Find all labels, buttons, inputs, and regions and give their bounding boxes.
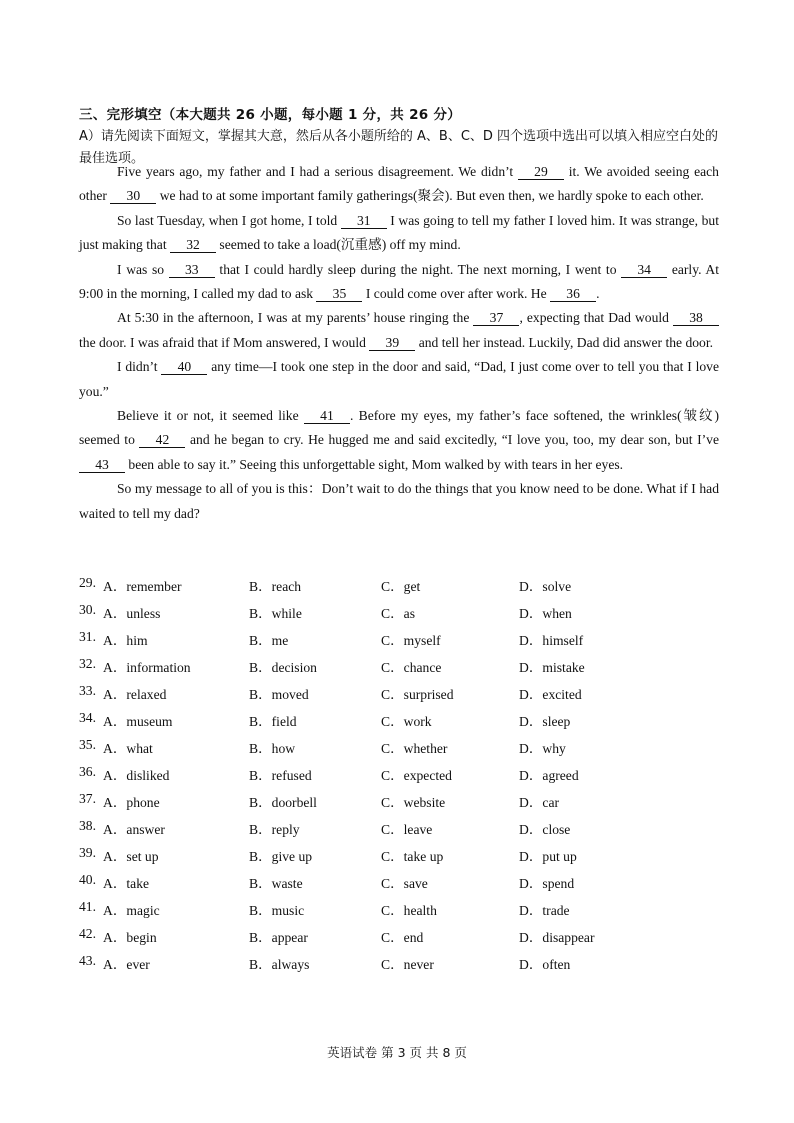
passage-text: I was going to tell my father I loved him. It was strange, but just making that bbox=[79, 212, 719, 253]
option-c: C．work bbox=[381, 714, 432, 729]
option-d: D．sleep bbox=[519, 714, 571, 729]
question-row-43 bbox=[79, 953, 739, 980]
question-number: 31. bbox=[79, 629, 96, 644]
option-a: A．begin bbox=[103, 930, 157, 945]
option-a: A．disliked bbox=[103, 768, 170, 783]
blank-35: 35 bbox=[316, 286, 362, 302]
blank-38: 38 bbox=[673, 310, 719, 326]
question-number: 29. bbox=[79, 575, 96, 590]
question-row-32 bbox=[79, 656, 739, 683]
blank-33: 33 bbox=[169, 262, 215, 278]
blank-32: 32 bbox=[170, 237, 216, 253]
passage-text: I was so bbox=[117, 261, 169, 277]
passage-text: we had to at some important family gatherings(聚会). But even then, we hardly spoke to each other. bbox=[156, 188, 704, 204]
option-a: A．him bbox=[103, 633, 148, 648]
option-b: B．waste bbox=[249, 876, 303, 891]
option-a: A．museum bbox=[103, 714, 173, 729]
passage-text: any time—I took one step in the door and said, “Dad, I just come over to tell you that I love you.” bbox=[79, 359, 719, 399]
option-d: D．mistake bbox=[519, 660, 585, 675]
passage-text: and he began to cry. He hugged me and said excitedly, “I love you, too, my dear son, but I’ve bbox=[185, 432, 719, 448]
passage-paragraph bbox=[79, 355, 719, 404]
option-c: C．as bbox=[381, 606, 415, 621]
option-d: D．car bbox=[519, 795, 560, 810]
option-a: A．magic bbox=[103, 903, 160, 918]
option-d: D．why bbox=[519, 741, 566, 756]
passage-text: I didn’t bbox=[117, 359, 162, 375]
option-b: B．always bbox=[249, 957, 310, 972]
option-c: C．chance bbox=[381, 660, 442, 675]
cloze-passage bbox=[79, 160, 719, 526]
option-d: D．close bbox=[519, 822, 571, 837]
option-d: D．excited bbox=[519, 687, 582, 702]
passage-text: the door. I was afraid that if Mom answered, I would bbox=[79, 334, 370, 350]
question-row-40 bbox=[79, 872, 739, 899]
option-a: A．answer bbox=[103, 822, 165, 837]
question-number: 37. bbox=[79, 791, 96, 806]
option-c: C．save bbox=[381, 876, 428, 891]
option-b: B．while bbox=[249, 606, 302, 621]
option-c: C．website bbox=[381, 795, 446, 810]
passage-text: At 5:30 in the afternoon, I was at my parents’ house ringing the bbox=[117, 310, 474, 326]
option-a: A．phone bbox=[103, 795, 160, 810]
option-a: A．set up bbox=[103, 849, 159, 864]
question-row-41 bbox=[79, 899, 739, 926]
option-b: B．refused bbox=[249, 768, 312, 783]
question-row-37 bbox=[79, 791, 739, 818]
passage-paragraph bbox=[79, 258, 719, 307]
option-a: A．take bbox=[103, 876, 150, 891]
option-d: D．spend bbox=[519, 876, 575, 891]
option-c: C．health bbox=[381, 903, 437, 918]
question-options bbox=[79, 575, 739, 980]
passage-text: Five years ago, my father and I had a serious disagreement. We didn’t bbox=[117, 164, 518, 179]
option-b: B．reply bbox=[249, 822, 300, 837]
question-number: 34. bbox=[79, 710, 96, 725]
option-b: B．doorbell bbox=[249, 795, 317, 810]
option-c: C．surprised bbox=[381, 687, 454, 702]
section-title: 三、完形填空（本大题共 26 小题，每小题 1 分，共 26 分） bbox=[79, 107, 462, 123]
option-b: B．me bbox=[249, 633, 289, 648]
question-row-42 bbox=[79, 926, 739, 953]
option-d: D．himself bbox=[519, 633, 584, 648]
option-b: B．moved bbox=[249, 687, 309, 702]
passage-text: Believe it or not, it seemed like bbox=[117, 408, 304, 424]
question-number: 42. bbox=[79, 926, 96, 941]
question-row-29 bbox=[79, 575, 739, 602]
passage-text: I could come over after work. He bbox=[362, 286, 551, 302]
question-number: 39. bbox=[79, 845, 96, 860]
instructions: A）请先阅读下面短文，掌握其大意，然后从各小题所给的 A、B、C、D 四个选项中选出可以填入相应空白处的最佳选项。 bbox=[79, 129, 719, 166]
option-d: D．disappear bbox=[519, 930, 595, 945]
option-a: A．remember bbox=[103, 579, 182, 594]
option-d: D．when bbox=[519, 606, 572, 621]
question-number: 43. bbox=[79, 953, 96, 968]
option-c: C．whether bbox=[381, 741, 448, 756]
option-a: A．what bbox=[103, 741, 153, 756]
question-row-30 bbox=[79, 602, 739, 629]
passage-text: that I could hardly sleep during the night. The next morning, I went to bbox=[214, 261, 622, 277]
option-a: A．relaxed bbox=[103, 687, 167, 702]
option-a: A．information bbox=[103, 660, 191, 675]
blank-29: 29 bbox=[518, 164, 564, 180]
option-d: D．agreed bbox=[519, 768, 579, 783]
option-c: C．get bbox=[381, 579, 421, 594]
question-number: 38. bbox=[79, 818, 96, 833]
option-b: B．decision bbox=[249, 660, 317, 675]
passage-paragraph bbox=[79, 404, 719, 477]
passage-text: . bbox=[596, 286, 600, 302]
passage-text: and tell her instead. Luckily, Dad did answer the door. bbox=[415, 334, 714, 350]
question-number: 33. bbox=[79, 683, 96, 698]
passage-text: early. At 9:00 in the morning, I called my dad to ask bbox=[79, 261, 720, 302]
option-c: C．end bbox=[381, 930, 424, 945]
option-c: C．never bbox=[381, 957, 434, 972]
passage-text: seemed to take a load(沉重感) off my mind. bbox=[216, 237, 461, 253]
question-row-38 bbox=[79, 818, 739, 845]
option-b: B．field bbox=[249, 714, 297, 729]
question-row-35 bbox=[79, 737, 739, 764]
option-b: B．how bbox=[249, 741, 296, 756]
option-b: B．music bbox=[249, 903, 305, 918]
option-d: D．often bbox=[519, 957, 571, 972]
blank-34: 34 bbox=[621, 262, 667, 278]
passage-text: , expecting that Dad would bbox=[519, 310, 673, 326]
option-b: B．give up bbox=[249, 849, 313, 864]
passage-text: So my message to all of you is this：Don’t wait to do the things that you know need to be done. What if I had waited to tell my dad? bbox=[79, 481, 719, 521]
question-row-31 bbox=[79, 629, 739, 656]
passage-text: So last Tuesday, when I got home, I told bbox=[117, 212, 341, 228]
blank-40: 40 bbox=[161, 359, 207, 375]
passage-text: . Before my eyes, my father’s face softened, the wrinkles(皱纹) seemed to bbox=[79, 408, 719, 448]
option-a: A．ever bbox=[103, 957, 150, 972]
question-number: 32. bbox=[79, 656, 96, 671]
blank-43: 43 bbox=[79, 457, 125, 473]
option-d: D．solve bbox=[519, 579, 572, 594]
passage-paragraph bbox=[79, 160, 719, 209]
question-row-34 bbox=[79, 710, 739, 737]
question-number: 36. bbox=[79, 764, 96, 779]
page-footer: 英语试卷 第 3 页 共 8 页 bbox=[327, 1045, 467, 1060]
passage-paragraph bbox=[79, 477, 719, 526]
blank-30: 30 bbox=[110, 188, 156, 204]
blank-41: 41 bbox=[304, 408, 350, 424]
blank-31: 31 bbox=[341, 213, 387, 229]
blank-39: 39 bbox=[369, 335, 415, 351]
question-number: 40. bbox=[79, 872, 96, 887]
option-c: C．take up bbox=[381, 849, 444, 864]
option-c: C．myself bbox=[381, 633, 441, 648]
question-row-33 bbox=[79, 683, 739, 710]
option-d: D．trade bbox=[519, 903, 570, 918]
option-c: C．expected bbox=[381, 768, 452, 783]
passage-paragraph bbox=[79, 306, 719, 355]
question-row-36 bbox=[79, 764, 739, 791]
passage-text: been able to say it.” Seeing this unforgettable sight, Mom walked by with tears in her eyes. bbox=[125, 456, 624, 472]
passage-text: it. We avoided seeing each other bbox=[79, 164, 719, 204]
option-b: B．reach bbox=[249, 579, 302, 594]
blank-36: 36 bbox=[550, 286, 596, 302]
option-d: D．put up bbox=[519, 849, 577, 864]
option-c: C．leave bbox=[381, 822, 433, 837]
question-number: 35. bbox=[79, 737, 96, 752]
option-a: A．unless bbox=[103, 606, 161, 621]
blank-42: 42 bbox=[139, 432, 185, 448]
question-row-39 bbox=[79, 845, 739, 872]
passage-paragraph bbox=[79, 209, 719, 258]
blank-37: 37 bbox=[473, 310, 519, 326]
question-number: 30. bbox=[79, 602, 96, 617]
option-b: B．appear bbox=[249, 930, 308, 945]
question-number: 41. bbox=[79, 899, 96, 914]
